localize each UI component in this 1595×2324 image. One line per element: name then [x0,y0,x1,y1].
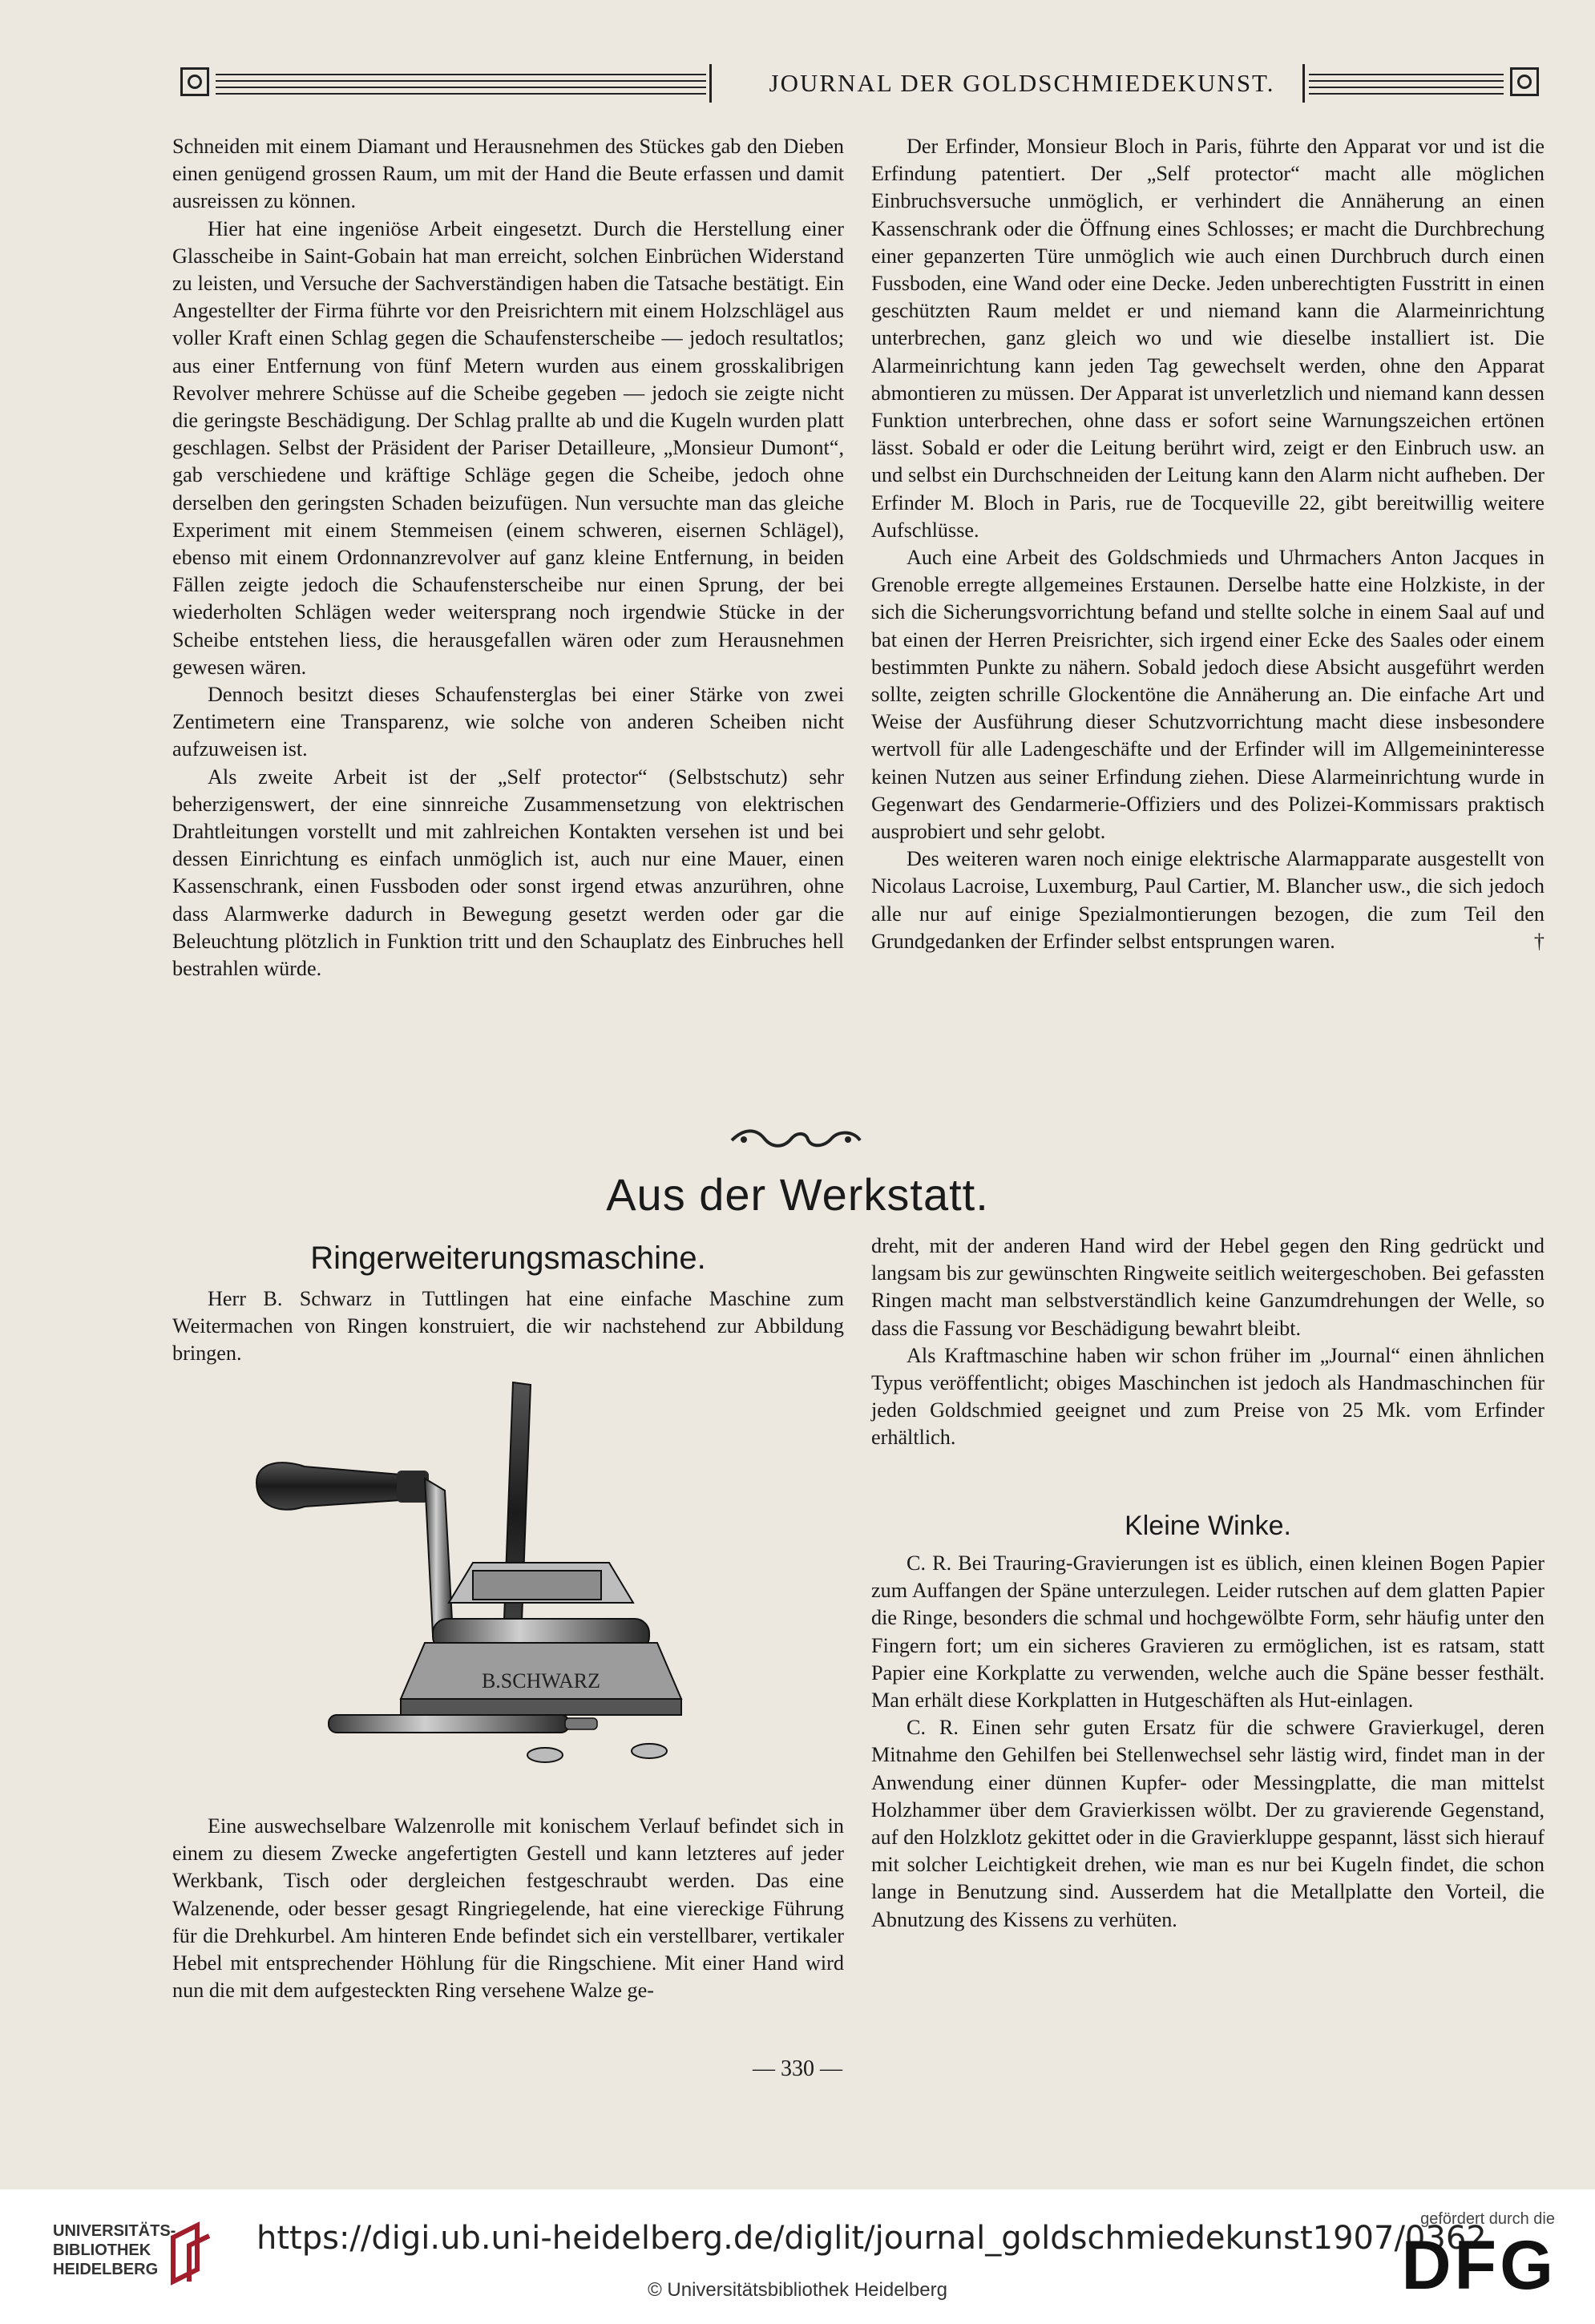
left-column [172,133,844,982]
paragraph: C. R. Bei Trauring-Gravierungen ist es üblich, einen kleinen Bogen Papier zum Auffangen der Späne unterzulegen. Leider rutschen auf dem glatten Papier die Ringe, besonders die schmal und hochgewölbte Form, sehr häufig unter den Fingern fort; um ein sicheres Gravieren zu ermöglichen, ist es ratsam, statt Papier eine Korkplatte zu verwenden, welche auch die Späne besser festhält. Man erhält diese Korkplatten in Hutgeschäften als Hut-einlagen. [871,1551,1545,1713]
funding-note: gefördert durch die [1420,2210,1555,2228]
right-column [871,133,1545,955]
paragraph: Auch eine Arbeit des Goldschmieds und Uhrmachers Anton Jacques in Grenoble erregte allgemeines Erstaunen. Derselbe hatte eine Holzkiste, in der sich die Sicherungsvorrichtung befand und stellte solche in einem Saal auf und bat einen der Herren Preisrichter, sich irgend einer Ecke des Saales oder einem bestimmten Punkte zu nähern. Sobald jedoch diese Absicht ausgeführt werden sollte, zeigten schrille Glockentöne die Annäherung an. Die einfache Art und Weise der Ausführung dieser Schutzvorrichtung macht diese insbesondere wertvoll für alle Ladengeschäfte und der Erfinder will im Allgemeininteresse keinen Nutzen aus seiner Erfindung ziehen. Diese Alarmeinrichtung wurde in Gegenwart des Gendarmerie-Offiziers und des Polizei-Kommissars praktisch ausprobiert und sehr gelobt. [871,546,1545,844]
copyright-notice: © Universitätsbibliothek Heidelberg [648,2279,947,2301]
tips-body [871,1550,1545,1934]
paragraph: Hier hat eine ingeniöse Arbeit eingesetzt. Durch die Herstellung einer Glasscheibe in Saint-Gobain hat man erreicht, solchen Einbrüchen Widerstand zu leisten, und Versuche der Sachverständigen haben die Tatsache bestätigt. Ein Angestellter der Firma führte vor den Preisrichtern mit einem Holzschlägel aus voller Kraft einen Schlag gegen die Schaufensterscheibe — jedoch resultatlos; aus einer Entfernung von fünf Metern wurden aus einem grosskalibrigen Revolver mehrere Schüsse auf die Scheibe gegeben — jedoch sie zeigte nicht die geringste Beschädigung. Der Schlag prallte ab und die Kugeln wurden platt geschlagen. Selbst der Präsident der Pariser Detailleure, „Monsieur Dumont“, gab verschiedene und kräftige Schläge gegen die Scheibe, jedoch ohne derselben den geringsten Schaden beizufügen. Nun versuchte man das gleiche Experiment mit einem Stemmeisen (einem schweren, eisernen Schlägel), ebenso mit einem Ordonnanzrevolver auf ganz kleine Entfernung, in beiden Fällen zeigte jedoch die Schaufensterscheibe nur einen Sprung, der bei wiederholten Schlägen weder weitersprang noch irgendwie Stücke in der Scheibe entstehen liess, die herausgefallen wären oder zum Herausnehmen gewesen wären. [172,216,844,679]
page-number: — 330 — [753,2056,842,2081]
section-title: Aus der Werkstatt. [606,1169,989,1220]
paragraph: Eine auswechselbare Walzenrolle mit konischem Verlauf befindet sich in einem zu diesem Zwecke angefertigten Gestell und kann letzteres auf jeder Werkbank, Tisch oder dergleichen festgeschraubt werden. Das eine Walzenende, oder besser gesagt Ringriegelende, hat eine viereckige Führung für die Drehkurbel. Am hinteren Ende befindet sich ein verstellbarer, vertikaler Hebel mit entsprechender Höhlung für die Ringschiene. Mit einer Hand wird nun die mit dem aufgesteckten Ring versehene Walze ge- [172,1814,844,2003]
tips-title: Kleine Winke. [1125,1511,1291,1541]
library-name-line: HEIDELBERG [53,2261,159,2278]
header-ornament-right-icon [1510,67,1539,96]
ring-expanding-machine-illustration [232,1378,729,1779]
paragraph: Herr B. Schwarz in Tuttlingen hat eine einfache Maschine zum Weitermachen von Ringen konstruiert, die wir nachstehend zur Abbildung bringen. [172,1287,844,1366]
paragraph: Als Kraftmaschine haben wir schon früher im „Journal“ einen ähnlichen Typus veröffentlicht; obiges Maschinchen ist jedoch als Handmaschinchen für jeden Goldschmied geeignet und zum Preise von 25 Mk. vom Erfinder erhältlich. [871,1343,1545,1450]
article-body-right [871,1233,1545,1452]
permalink-url[interactable]: https://digi.ub.uni-heidelberg.de/diglit/journal_goldschmiedekunst1907/0362 [256,2220,1487,2257]
library-mark-icon [165,2221,213,2286]
header-rule-right [1309,64,1504,103]
figure-maker-label: B.SCHWARZ [481,1669,601,1693]
paragraph: dreht, mit der anderen Hand wird der Hebel gegen den Ring gedrückt und langsam bis zur gewünschten Ringweite seitlich weitergeschoben. Bei gefassten Ringen macht man selbstverständlich keine Ganzumdrehungen der Welle, so dass die Fassung vor Beschädigung bewahrt bleibt. [871,1234,1545,1340]
header-ornament-left-icon [180,67,209,96]
paragraph: Schneiden mit einem Diamant und Herausnehmen des Stückes gab den Dieben einen genügend grossen Raum, um mit der Hand die Beute erfassen und damit ausreissen zu können. [172,135,844,213]
section-divider-ornament-icon [728,1128,864,1152]
paragraph: Als zweite Arbeit ist der „Self protector“ (Selbstschutz) sehr beherzigenswert, der eine sinnreiche Zusammensetzung von elektrischen Drahtleitungen vorstellt und mit zahlreichen Kontakten versehen ist und bei dessen Einrichtung es einfach unmöglich ist, auch nur eine Mauer, einen Kassenschrank, einen Fussboden oder sonst irgend etwas anzurühren, ohne dass Alarmwerke dadurch in Bewegung gesetzt werden oder gar die Beleuchtung plötzlich in Funktion tritt und den Schauplatz des Einbruches hell bestrahlen würde. [172,765,844,981]
paragraph: C. R. Einen sehr guten Ersatz für die schwere Gravierkugel, deren Mitnahme den Gehilfen bei Stellenwechsel sehr lästig wird, findet man in der Anwendung einer dünnen Kupfer- oder Messingplatte, die man mittelst Holzhammer über dem Gravierkissen wölbt. Der zu gravierende Gegenstand, auf den Holzklotz gekittet oder in die Gravierkluppe gespannt, lässt sich hierauf mit solcher Leichtigkeit drehen, wie man es nur bei Kugeln findet, die schon lange in Benutzung sind. Ausserdem hat die Metallplatte den Vorteil, die Abnutzung des Kissens zu verhüten. [871,1716,1545,1931]
header-title: JOURNAL DER GOLDSCHMIEDEKUNST. [769,69,1275,97]
running-header [180,64,1539,103]
paragraph: Der Erfinder, Monsieur Bloch in Paris, führte den Apparat vor und ist die Erfindung patentiert. Der „Self protector“ macht alle möglichen Einbruchsversuche unmöglich, er verhindert die Annäherung an einen Kassenschrank oder die Öffnung eines Schlosses; er macht die Durchbrechung einer gepanzerten Türe unmöglich wie auch einen Durchbruch durch einen Fussboden, eine Wand oder eine Decke. Jeden unberechtigten Fusstritt in einen geschützten Raum meldet er und niemand kann die Alarmeinrichtung unterbrechen, ganz gleich wo und wie dieselbe installiert ist. Die Alarmeinrichtung kann jeden Tag gewechselt werden, ohne den Apparat abmontieren zu müssen. Der Apparat ist unverletzlich und niemand kann dessen Funktion unterbrechen, ohne dass er sofort seine Warnungszeichen ertönen lässt. Sobald er oder die Leitung berührt wird, zeigt er den Einbruch usw. an und selbst ein Durchschneiden der Leitung kann den Alarm nicht aufheben. Der Erfinder M. Bloch in Paris, rue de Tocqueville 22, gibt bereitwillig weitere Aufschlüsse. [871,135,1545,542]
article-body-left [172,1813,844,2004]
dfg-logo: DFG [1401,2227,1557,2304]
paragraph: Dennoch besitzt dieses Schaufensterglas bei einer Stärke von zwei Zentimetern eine Transparenz, wie solche von anderen Scheiben nicht aufzuweisen ist. [172,683,844,761]
dagger-mark: † [1533,929,1545,953]
article-intro [172,1285,844,1368]
footer-bar [0,2189,1595,2324]
article-title: Ringerweiterungsmaschine. [310,1241,706,1276]
paragraph: Des weiteren waren noch einige elektrische Alarmapparate ausgestellt von Nicolaus Lacroise, Luxemburg, Paul Cartier, M. Blancher usw., die sich jedoch alle nur auf einige Spezialmontierungen bezogen, die zum Teil den Grundgedanken der Erfinder selbst entsprungen waren. † [871,845,1545,955]
library-name-line: UNIVERSITÄTS- [53,2222,176,2240]
header-rule-left [216,64,706,103]
library-name-line: BIBLIOTHEK [53,2241,151,2259]
